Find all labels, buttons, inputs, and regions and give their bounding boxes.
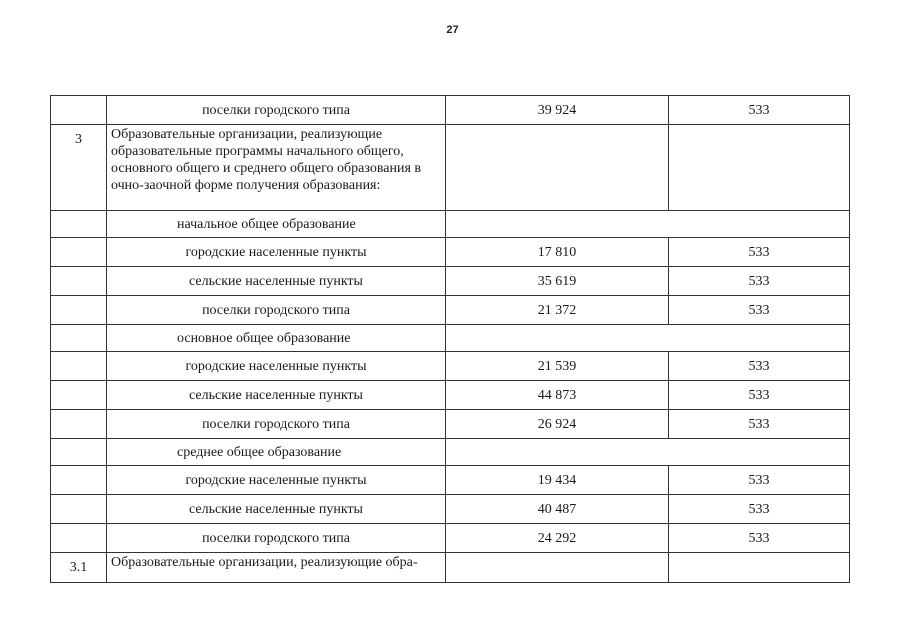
- section-label-cell: среднее общее образование: [107, 439, 446, 466]
- value-cell: 24 292: [446, 524, 669, 553]
- norm-cell: 533: [669, 524, 850, 553]
- description-cell: поселки городского типа: [107, 296, 446, 325]
- table-row: [51, 211, 850, 238]
- norm-cell: 533: [669, 96, 850, 125]
- table-row: [51, 125, 850, 211]
- value-cell: [446, 553, 669, 583]
- value-cell: 17 810: [446, 238, 669, 267]
- table-row: [51, 325, 850, 352]
- norm-cell: 533: [669, 495, 850, 524]
- norm-cell: 533: [669, 238, 850, 267]
- row-number-cell: [51, 495, 107, 524]
- section-label-cell: основное общее образование: [107, 325, 446, 352]
- description-cell: Образовательные организации, реализующие образовательные программы начального общего, основного общего и среднего общего образования в очно-заочной форме получения образования:: [107, 125, 446, 211]
- value-cell: [446, 125, 669, 211]
- row-number-cell: [51, 439, 107, 466]
- row-number-cell: [51, 325, 107, 352]
- value-cell: 26 924: [446, 410, 669, 439]
- description-cell: городские населенные пункты: [107, 466, 446, 495]
- row-number-cell: [51, 211, 107, 238]
- section-label-cell: начальное общее образование: [107, 211, 446, 238]
- value-cell: 44 873: [446, 381, 669, 410]
- value-cell: 40 487: [446, 495, 669, 524]
- table-row: [51, 524, 850, 553]
- table-row: [51, 439, 850, 466]
- description-cell: поселки городского типа: [107, 96, 446, 125]
- table-row: [51, 466, 850, 495]
- description-cell: городские населенные пункты: [107, 238, 446, 267]
- table-row: [51, 495, 850, 524]
- table-row: [51, 238, 850, 267]
- table-row: [51, 410, 850, 439]
- row-number-cell: [51, 267, 107, 296]
- norm-cell: 533: [669, 352, 850, 381]
- norm-cell: 533: [669, 296, 850, 325]
- empty-merged-cell: [446, 211, 850, 238]
- row-number-cell: [51, 296, 107, 325]
- norm-cell: 533: [669, 381, 850, 410]
- description-cell: поселки городского типа: [107, 524, 446, 553]
- table-row: [51, 381, 850, 410]
- row-number-cell: [51, 238, 107, 267]
- row-number-cell: 3.1: [51, 553, 107, 583]
- row-number-cell: [51, 352, 107, 381]
- description-cell: сельские населенные пункты: [107, 495, 446, 524]
- table-row: [51, 267, 850, 296]
- value-cell: 21 372: [446, 296, 669, 325]
- page-number: 27: [446, 24, 459, 36]
- value-cell: 35 619: [446, 267, 669, 296]
- row-number-cell: 3: [51, 125, 107, 211]
- description-cell: Образовательные организации, реализующие обра-: [107, 553, 446, 583]
- table-row: [51, 96, 850, 125]
- row-number-cell: [51, 524, 107, 553]
- description-cell: поселки городского типа: [107, 410, 446, 439]
- norm-cell: [669, 553, 850, 583]
- description-cell: городские населенные пункты: [107, 352, 446, 381]
- value-cell: 19 434: [446, 466, 669, 495]
- empty-merged-cell: [446, 439, 850, 466]
- education-cost-table: [50, 95, 850, 583]
- row-number-cell: [51, 466, 107, 495]
- value-cell: 39 924: [446, 96, 669, 125]
- value-cell: 21 539: [446, 352, 669, 381]
- table-row: [51, 352, 850, 381]
- norm-cell: 533: [669, 466, 850, 495]
- table-row: [51, 553, 850, 583]
- row-number-cell: [51, 381, 107, 410]
- norm-cell: 533: [669, 267, 850, 296]
- description-cell: сельские населенные пункты: [107, 381, 446, 410]
- table-row: [51, 296, 850, 325]
- row-number-cell: [51, 410, 107, 439]
- norm-cell: 533: [669, 410, 850, 439]
- empty-merged-cell: [446, 325, 850, 352]
- row-number-cell: [51, 96, 107, 125]
- description-cell: сельские населенные пункты: [107, 267, 446, 296]
- norm-cell: [669, 125, 850, 211]
